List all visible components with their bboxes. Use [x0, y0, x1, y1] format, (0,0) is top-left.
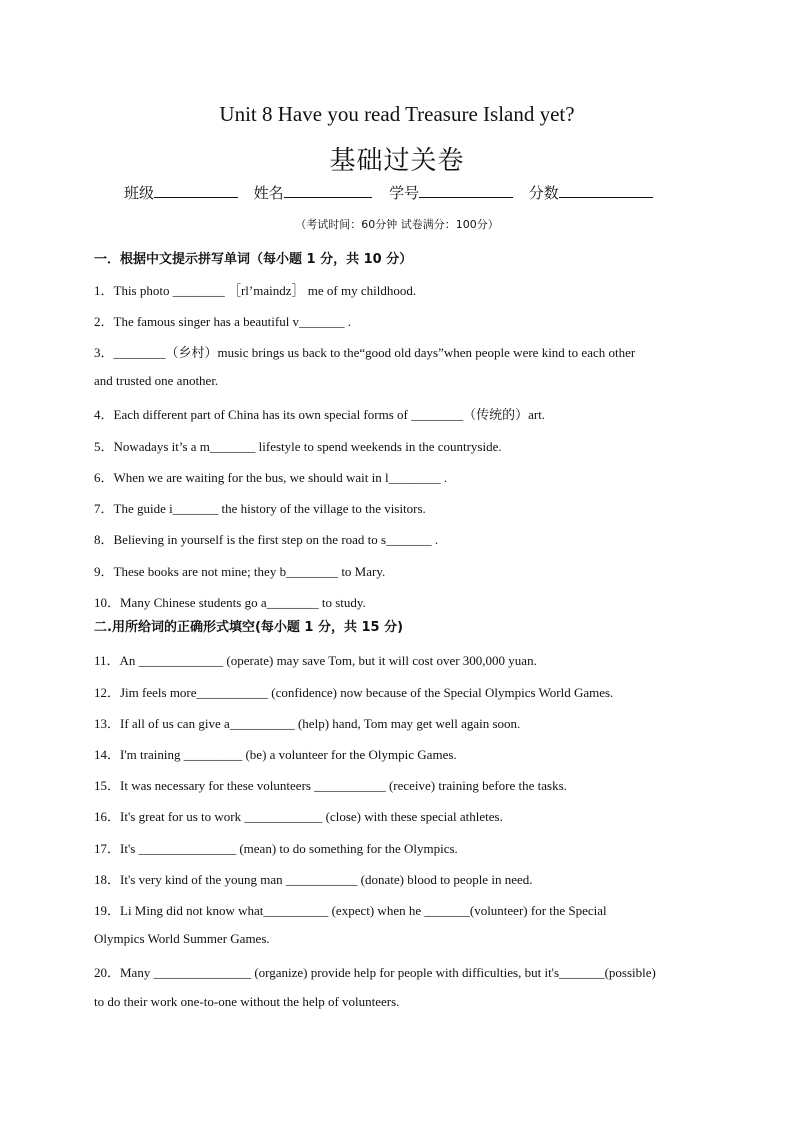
- id-blank[interactable]: [419, 183, 513, 198]
- question-line: 9．These books are not mine; they b________ to Mary.: [94, 564, 386, 579]
- score-blank[interactable]: [559, 183, 653, 198]
- question-line: 17．It's _______________ (mean) to do something for the Olympics.: [94, 841, 458, 856]
- question-line: 16．It's great for us to work ____________ (close) with these special athletes.: [94, 809, 503, 824]
- name-blank[interactable]: [284, 183, 372, 198]
- question-line: 1．This photo ________ ［rl’maindz］ me of my childhood.: [94, 283, 417, 298]
- question-line: 11．An _____________ (operate) may save Tom, but it will cost over 300,000 yuan.: [94, 653, 537, 668]
- question-line: 7．The guide i_______ the history of the village to the visitors.: [94, 501, 426, 516]
- question-line: 10．Many Chinese students go a________ to study.: [94, 595, 366, 610]
- question-line: 13．If all of us can give a__________ (help) hand, Tom may get well again soon.: [94, 716, 521, 731]
- exam-note: （考试时间：60分钟 试卷满分：100分）: [295, 218, 499, 231]
- question-line: 8．Believing in yourself is the first step on the road to s_______ .: [94, 532, 439, 547]
- student-info-row: [124, 182, 653, 203]
- name-label: 姓名: [253, 184, 284, 202]
- class-label: 班级: [124, 184, 155, 202]
- question-line: 3．________（乡村）music brings us back to the“good old days”when people were kind to each other: [94, 345, 636, 360]
- question-line: 12．Jim feels more___________ (confidence) now because of the Special Olympics World Games.: [94, 685, 614, 700]
- question-line: 14．I'm training _________ (be) a volunteer for the Olympic Games.: [94, 747, 457, 762]
- question-line: 18．It's very kind of the young man ___________ (donate) blood to people in need.: [94, 872, 533, 887]
- section2-heading: 二.用所给词的正确形式填空(每小题 1 分，共 15 分): [94, 620, 404, 635]
- question-line: 20．Many _______________ (organize) provide help for people with difficulties, but it's_______(possible): [94, 965, 656, 980]
- question-line: 5．Nowadays it’s a m_______ lifestyle to spend weekends in the countryside.: [94, 439, 502, 454]
- question-line: 4．Each different part of China has its own special forms of ________（传统的）art.: [94, 407, 546, 422]
- question-line: and trusted one another.: [94, 373, 219, 388]
- page-title: Unit 8 Have you read Treasure Island yet?: [219, 102, 575, 126]
- id-label: 学号: [389, 184, 420, 202]
- question-line: Olympics World Summer Games.: [94, 931, 270, 946]
- section1-heading: 一．根据中文提示拼写单词（每小题 1 分，共 10 分）: [94, 252, 413, 267]
- question-line: 2．The famous singer has a beautiful v_______ .: [94, 314, 352, 329]
- question-line: 15．It was necessary for these volunteers ___________ (receive) training before the tasks.: [94, 778, 567, 793]
- score-label: 分数: [528, 184, 559, 202]
- class-blank[interactable]: [154, 183, 238, 198]
- question-line: to do their work one-to-one without the help of volunteers.: [94, 994, 400, 1009]
- question-line: 19．Li Ming did not know what__________ (expect) when he _______(volunteer) for the Special: [94, 903, 607, 918]
- question-line: 6．When we are waiting for the bus, we should wait in l________ .: [94, 470, 448, 485]
- page-subtitle: 基础过关卷: [329, 146, 465, 176]
